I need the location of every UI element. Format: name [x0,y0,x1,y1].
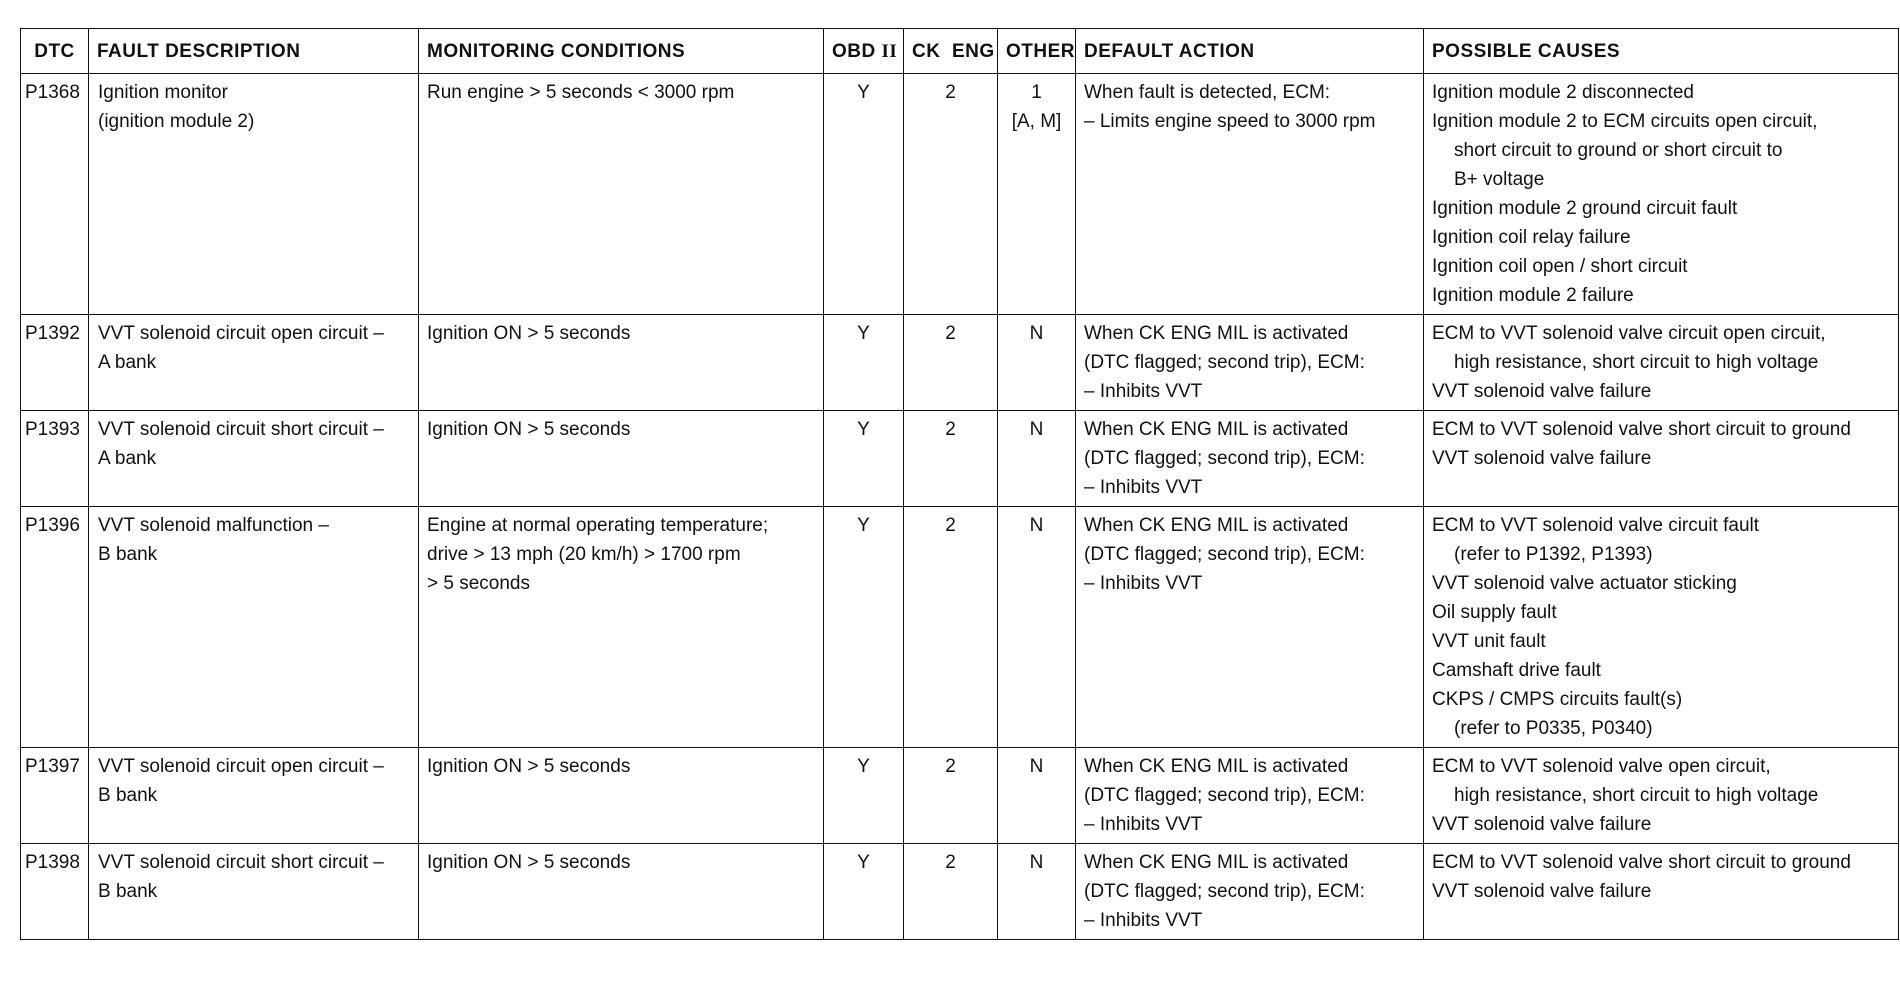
header-ck-eng-label: CK ENG [912,40,995,62]
possible-cause-line: CKPS / CMPS circuits fault(s) [1432,689,1683,710]
dtc-reference-page [20,28,1898,940]
possible-cause-line: short circuit to ground or short circuit to [1454,140,1783,161]
possible-cause-line: ECM to VVT solenoid valve open circuit, [1432,756,1771,777]
default-action-line: When CK ENG MIL is activated [1084,852,1349,873]
other-cell [998,844,1076,940]
possible-cause-line: VVT solenoid valve failure [1432,448,1652,469]
fault-description-line: B bank [98,544,158,565]
fault-description-cell [89,411,419,507]
header-default-action: DEFAULT ACTION [1076,29,1424,74]
default-action-line: (DTC flagged; second trip), ECM: [1084,881,1365,902]
fault-description-line: A bank [98,448,157,469]
fault-description-cell [89,748,419,844]
possible-cause-line: VVT unit fault [1432,631,1546,652]
obd-ii-cell [824,844,904,940]
other-value-line: N [1029,852,1044,873]
header-dtc: DTC [21,29,89,74]
other-value-line: N [1029,756,1044,777]
header-ck-eng [904,29,998,74]
possible-causes-cell [1424,844,1899,940]
ck-eng-value: 2 [945,419,956,440]
monitoring-conditions-cell [419,411,824,507]
default-action-line: When fault is detected, ECM: [1084,82,1331,103]
possible-cause-line: Ignition coil open / short circuit [1432,256,1688,277]
ck-eng-value: 2 [945,756,956,777]
possible-cause-line: Camshaft drive fault [1432,660,1601,681]
monitoring-conditions-cell [419,748,824,844]
monitoring-condition-line: drive > 13 mph (20 km/h) > 1700 rpm [427,544,741,565]
dtc-code-cell [21,844,89,940]
fault-description-cell [89,507,419,748]
header-monitoring-conditions: MONITORING CONDITIONS [419,29,824,74]
dtc-code: P1398 [25,852,80,873]
ck-eng-cell [904,748,998,844]
other-value-line: [A, M] [1011,111,1062,132]
default-action-line: When CK ENG MIL is activated [1084,756,1349,777]
obd-ii-value: Y [857,852,870,873]
monitoring-condition-line: Ignition ON > 5 seconds [427,756,631,777]
header-possible-causes: POSSIBLE CAUSES [1424,29,1899,74]
obd-ii-cell [824,748,904,844]
monitoring-condition-line: > 5 seconds [427,573,530,594]
ck-eng-value: 2 [945,515,956,536]
ck-eng-cell [904,507,998,748]
default-action-cell [1076,844,1424,940]
fault-description-line: VVT solenoid circuit short circuit – [98,419,384,440]
possible-cause-line: ECM to VVT solenoid valve short circuit to ground [1432,852,1851,873]
monitoring-conditions-cell [419,844,824,940]
default-action-cell [1076,507,1424,748]
table-row [21,748,1899,844]
ck-eng-cell [904,315,998,411]
table-row [21,411,1899,507]
default-action-line: – Inhibits VVT [1084,814,1203,835]
dtc-code-cell [21,748,89,844]
ck-eng-cell [904,844,998,940]
possible-causes-cell [1424,411,1899,507]
other-cell [998,748,1076,844]
ck-eng-value: 2 [945,323,956,344]
dtc-code: P1396 [25,515,80,536]
obd-ii-value: Y [857,515,870,536]
ck-eng-cell [904,74,998,315]
other-cell [998,315,1076,411]
header-obd-suffix: II [881,40,898,62]
possible-cause-line: Ignition module 2 disconnected [1432,82,1694,103]
fault-description-line: VVT solenoid circuit short circuit – [98,852,384,873]
default-action-line: (DTC flagged; second trip), ECM: [1084,352,1365,373]
possible-causes-cell [1424,507,1899,748]
obd-ii-cell [824,507,904,748]
default-action-line: When CK ENG MIL is activated [1084,419,1349,440]
possible-cause-line: VVT solenoid valve actuator sticking [1432,573,1737,594]
possible-cause-line: Ignition coil relay failure [1432,227,1631,248]
dtc-code-cell [21,507,89,748]
dtc-code: P1368 [25,82,80,103]
header-fault-description: FAULT DESCRIPTION [89,29,419,74]
default-action-line: (DTC flagged; second trip), ECM: [1084,785,1365,806]
fault-description-line: B bank [98,785,158,806]
fault-description-line: Ignition monitor [98,82,228,103]
table-row [21,315,1899,411]
possible-cause-line: ECM to VVT solenoid valve short circuit to ground [1432,419,1851,440]
monitoring-condition-line: Ignition ON > 5 seconds [427,852,631,873]
other-value-line: 1 [1031,82,1042,103]
monitoring-condition-line: Run engine > 5 seconds < 3000 rpm [427,82,735,103]
obd-ii-cell [824,411,904,507]
other-cell [998,507,1076,748]
other-value-line: N [1029,419,1044,440]
possible-cause-line: Ignition module 2 failure [1432,285,1634,306]
obd-ii-value: Y [857,756,870,777]
default-action-line: (DTC flagged; second trip), ECM: [1084,544,1365,565]
monitoring-conditions-cell [419,315,824,411]
dtc-code: P1397 [25,756,80,777]
table-row [21,74,1899,315]
obd-ii-value: Y [857,82,870,103]
possible-cause-line: (refer to P0335, P0340) [1454,718,1653,739]
possible-cause-line: ECM to VVT solenoid valve circuit open circuit, [1432,323,1826,344]
other-cell [998,411,1076,507]
fault-description-line: VVT solenoid circuit open circuit – [98,323,384,344]
dtc-code: P1392 [25,323,80,344]
other-value-line: N [1029,515,1044,536]
monitoring-condition-line: Ignition ON > 5 seconds [427,323,631,344]
fault-description-cell [89,315,419,411]
default-action-cell [1076,411,1424,507]
dtc-code: P1393 [25,419,80,440]
possible-cause-line: Oil supply fault [1432,602,1557,623]
default-action-line: When CK ENG MIL is activated [1084,515,1349,536]
dtc-table-body [21,74,1899,940]
header-obd-ii [824,29,904,74]
default-action-line: (DTC flagged; second trip), ECM: [1084,448,1365,469]
monitoring-condition-line: Engine at normal operating temperature; [427,515,769,536]
possible-cause-line: Ignition module 2 ground circuit fault [1432,198,1738,219]
possible-causes-cell [1424,315,1899,411]
table-row [21,844,1899,940]
fault-description-cell [89,74,419,315]
possible-cause-line: VVT solenoid valve failure [1432,381,1652,402]
fault-description-line: (ignition module 2) [98,111,255,132]
default-action-line: – Inhibits VVT [1084,381,1203,402]
dtc-code-cell [21,74,89,315]
default-action-line: – Limits engine speed to 3000 rpm [1084,111,1376,132]
default-action-line: – Inhibits VVT [1084,477,1203,498]
obd-ii-cell [824,315,904,411]
default-action-line: – Inhibits VVT [1084,573,1203,594]
possible-cause-line: high resistance, short circuit to high voltage [1454,785,1819,806]
default-action-line: When CK ENG MIL is activated [1084,323,1349,344]
default-action-cell [1076,74,1424,315]
possible-cause-line: VVT solenoid valve failure [1432,881,1652,902]
monitoring-conditions-cell [419,507,824,748]
dtc-code-cell [21,315,89,411]
dtc-table [20,28,1899,940]
header-obd-prefix: OBD [832,40,876,62]
possible-causes-cell [1424,748,1899,844]
possible-cause-line: Ignition module 2 to ECM circuits open circuit, [1432,111,1818,132]
table-row [21,507,1899,748]
obd-ii-cell [824,74,904,315]
default-action-cell [1076,315,1424,411]
dtc-code-cell [21,411,89,507]
obd-ii-value: Y [857,323,870,344]
fault-description-cell [89,844,419,940]
possible-cause-line: VVT solenoid valve failure [1432,814,1652,835]
possible-causes-cell [1424,74,1899,315]
fault-description-line: VVT solenoid circuit open circuit – [98,756,384,777]
ck-eng-value: 2 [945,82,956,103]
possible-cause-line: B+ voltage [1454,169,1545,190]
header-other: OTHER [998,29,1076,74]
possible-cause-line: ECM to VVT solenoid valve circuit fault [1432,515,1760,536]
ck-eng-value: 2 [945,852,956,873]
fault-description-line: VVT solenoid malfunction – [98,515,329,536]
fault-description-line: B bank [98,881,158,902]
possible-cause-line: high resistance, short circuit to high voltage [1454,352,1819,373]
ck-eng-cell [904,411,998,507]
other-value-line: N [1029,323,1044,344]
monitoring-conditions-cell [419,74,824,315]
obd-ii-value: Y [857,419,870,440]
default-action-line: – Inhibits VVT [1084,910,1203,931]
header-row [21,29,1899,74]
default-action-cell [1076,748,1424,844]
other-cell [998,74,1076,315]
possible-cause-line: (refer to P1392, P1393) [1454,544,1653,565]
fault-description-line: A bank [98,352,157,373]
monitoring-condition-line: Ignition ON > 5 seconds [427,419,631,440]
